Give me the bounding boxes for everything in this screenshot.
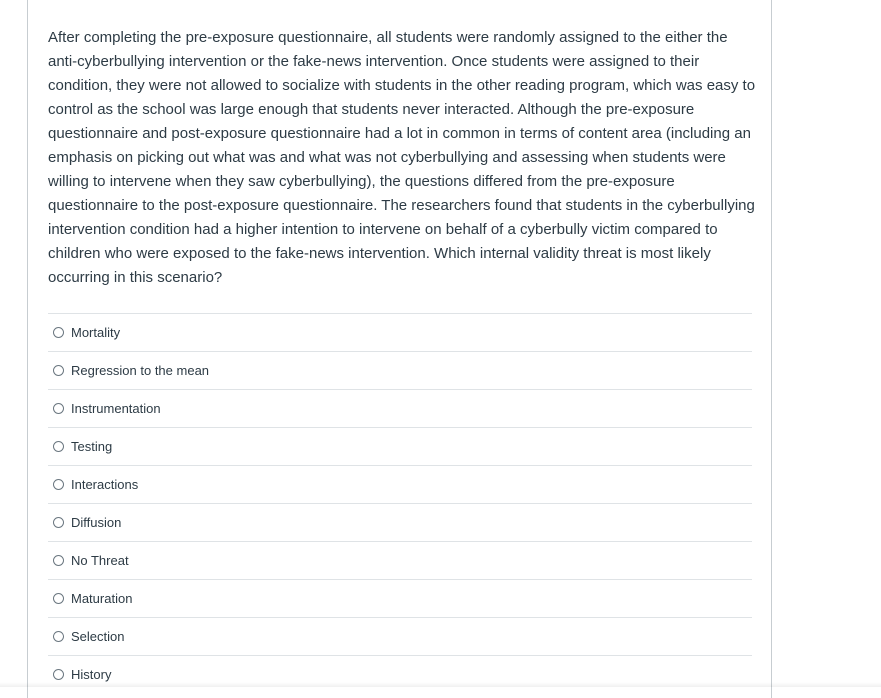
- radio-button[interactable]: [53, 517, 64, 528]
- answer-label: Interactions: [71, 477, 138, 492]
- answer-label: Maturation: [71, 591, 132, 606]
- radio-button[interactable]: [53, 403, 64, 414]
- answer-option-no-threat[interactable]: [48, 541, 752, 579]
- radio-button[interactable]: [53, 479, 64, 490]
- radio-button[interactable]: [53, 555, 64, 566]
- answer-label: Mortality: [71, 325, 120, 340]
- answer-option-testing[interactable]: [48, 427, 752, 465]
- answer-label: Testing: [71, 439, 112, 454]
- radio-button[interactable]: [53, 365, 64, 376]
- answer-option-maturation[interactable]: [48, 579, 752, 617]
- answer-option-instrumentation[interactable]: [48, 389, 752, 427]
- radio-button[interactable]: [53, 441, 64, 452]
- radio-button[interactable]: [53, 593, 64, 604]
- answer-list: [48, 313, 752, 693]
- answer-option-selection[interactable]: [48, 617, 752, 655]
- answer-option-mortality[interactable]: [48, 313, 752, 351]
- answer-label: Instrumentation: [71, 401, 161, 416]
- answer-label: Regression to the mean: [71, 363, 209, 378]
- question-card: [27, 0, 772, 698]
- question-text: After completing the pre-exposure questionnaire, all students were randomly assigned to the either the anti-cyberbullying intervention or the fake-news intervention. Once students were assigned to their condition, they were not allowed to socialize with students in the other reading program, which was easy to control as the school was large enough that students never interacted. Although the pre-exposure questionnaire and post-exposure questionnaire had a lot in common in terms of content area (including an emphasis on picking out what was and what was not cyberbullying and assessing when students were willing to intervene when they saw cyberbullying), the questions differed from the pre-exposure questionnaire to the post-exposure questionnaire. The researchers found that students in the cyberbullying intervention condition had a higher intention to intervene on behalf of a cyberbully victim compared to children who were exposed to the fake-news intervention. Which internal validity threat is most likely occurring in this scenario?: [48, 26, 756, 290]
- answer-label: History: [71, 667, 111, 682]
- answer-option-history[interactable]: [48, 655, 752, 693]
- radio-button[interactable]: [53, 327, 64, 338]
- radio-button[interactable]: [53, 669, 64, 680]
- bottom-scroll-shadow: [0, 682, 881, 687]
- answer-option-interactions[interactable]: [48, 465, 752, 503]
- answer-option-regression-to-the-mean[interactable]: [48, 351, 752, 389]
- radio-button[interactable]: [53, 631, 64, 642]
- answer-label: No Threat: [71, 553, 129, 568]
- answer-label: Diffusion: [71, 515, 121, 530]
- answer-option-diffusion[interactable]: [48, 503, 752, 541]
- answer-label: Selection: [71, 629, 124, 644]
